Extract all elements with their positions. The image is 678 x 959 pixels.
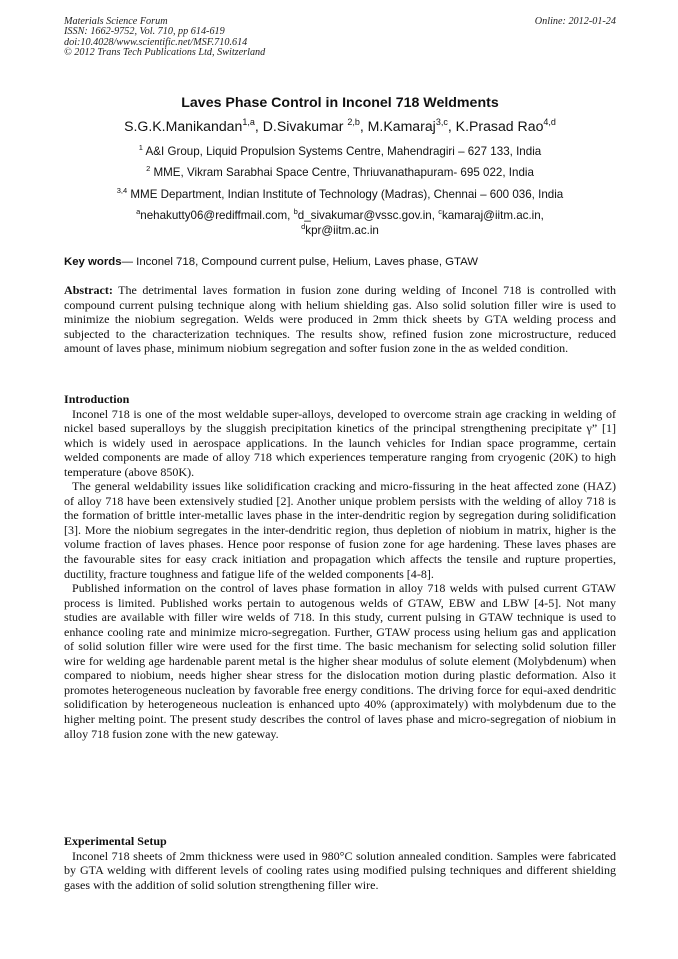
email-superscript: b	[293, 207, 298, 216]
paragraph: Published information on the control of laves phase formation in alloy 718 welds with pulsed current GTAW process is limited. Published works pertain to autogenous welds of GTAW, EBW and LBW [4-5]. Not many studies are available with filler wire welds of 718. In this study, current pulsing in GTAW technique is used to enhance cooling rate and minimize micro-segregation. Further, GTAW process using helium gas and application of solid solution filler wire were used for the first time. The basic mechanism for selecting solid solution filler wire for welding age hardenable parent metal is the higher shear modulus of solute element (Molybdenum) when compared to niobium, needs higher shear stress for the dislocation motion during plastic deformation. Also it promotes heterogeneous nucleation by favorable free energy conditions. The driving force for equi-axed dendritic solidification by heterogeneous nucleation is enhanced upto 40% (approximately) with molybdenum due to the higher melting point. The present study describes the control of laves phase and micro-segregation of niobium in alloy 718 fusion zone with the new gateway.	[64, 581, 616, 741]
author-superscript: 2,b	[347, 117, 360, 127]
paragraph: Inconel 718 is one of the most weldable super-alloys, developed to overcome strain age cracking in welding of nickel based superalloys by the sluggish precipitation kinetics of the principal strengthening precipitate γ” [1] which is widely used in aerospace applications. In the launch vehicles for Indian space programme, certain welded components are made of alloy 718 which experiences temperature ranging from cryogenic (20K) to high temperature (above 850K).	[64, 406, 616, 479]
affiliation-text: MME, Vikram Sarabhai Space Centre, Thriuvanathapuram- 695 022, India	[153, 166, 534, 179]
affiliation-superscript: 2	[146, 164, 151, 173]
email-address: nehakutty06@rediffmail.com,	[140, 209, 294, 222]
copyright-line: © 2012 Trans Tech Publications Ltd, Switzerland	[64, 47, 266, 59]
abstract-text: The detrimental laves formation in fusion zone during welding of Inconel 718 is controlled with compound current pulsing technique along with helium shielding gas. Also solid solution filler wire is used to minimize the niobium segregation. Welds were produced in 2mm thick sheets by GTA welding process and subjected to the characterization techniques. The results show, refined fusion zone microstructure, reduced amount of laves phase, minimum niobium segregation and softer fusion zone in the as welded condition.	[64, 283, 617, 356]
author-superscript: 3,c	[435, 117, 448, 127]
author-name: D.Sivakumar	[262, 118, 344, 134]
affiliation-text: A&I Group, Liquid Propulsion Systems Centre, Mahendragiri – 627 133, India	[145, 145, 542, 158]
introduction-section	[64, 392, 616, 741]
online-date: Online: 2012-01-24	[534, 16, 616, 27]
abstract-label: Abstract:	[64, 283, 113, 297]
experimental-section	[64, 834, 616, 892]
email-superscript: c	[438, 207, 442, 216]
email-superscript: d	[301, 222, 306, 231]
email-address: kpr@iitm.ac.in	[305, 224, 379, 237]
affiliation-line	[64, 166, 616, 179]
affiliation-line	[64, 188, 616, 201]
author-name: M.Kamaraj	[367, 118, 436, 134]
email-address: kamaraj@iitm.ac.in,	[441, 209, 544, 222]
email-line	[64, 209, 616, 222]
journal-header	[64, 17, 616, 59]
affiliation-superscript: 1	[138, 143, 143, 152]
author-superscript: 4,d	[543, 117, 556, 127]
section-heading: Experimental Setup	[64, 834, 167, 848]
keywords-text: — Inconel 718, Compound current pulse, Helium, Laves phase, GTAW	[121, 256, 479, 268]
email-line	[64, 224, 616, 237]
email-superscript: a	[136, 207, 141, 216]
issn-line: ISSN: 1662-9752, Vol. 710, pp 614-619	[64, 26, 225, 38]
doi-line: doi:10.4028/www.scientific.net/MSF.710.614	[64, 36, 248, 48]
author-name: K.Prasad Rao	[455, 118, 544, 134]
section-heading: Introduction	[64, 392, 130, 406]
journal-name: Materials Science Forum	[64, 16, 168, 27]
paragraph: The general weldability issues like solidification cracking and micro-fissuring in the heat affected zone (HAZ) of alloy 718 have been extensively studied [2]. Another unique problem persists with the welding of alloy 718 is the formation of brittle inter-metallic laves phase in the inter-dendritic region by segregation during solidification [3]. More the niobium segregates in the inter-dendritic region, thus depletion of niobium in matrix, higher is the volume fraction of laves phases. Hence poor response of fusion zone for age hardening. These laves phases are the favourable sites for easy crack initiation and propagation which affects the tensile and rupture properties, ductility, fracture toughness and fatigue life of the welded components [4-8].	[64, 479, 616, 581]
affiliation-line	[64, 145, 616, 158]
paper-title: Laves Phase Control in Inconel 718 Weldments	[181, 95, 499, 111]
email-address: d_sivakumar@vssc.gov.in,	[297, 209, 439, 222]
abstract	[64, 283, 616, 356]
author-name: S.G.K.Manikandan	[124, 118, 243, 134]
author-list: S.G.K.Manikandan$^{1,a}$, D.Sivakumar $^{2,b}$, M.Kamaraj$^{3,c}$, K.Prasad Rao$^{4,d}$	[124, 117, 556, 134]
affiliation-text: MME Department, Indian Institute of Technology (Madras), Chennai – 600 036, India	[130, 188, 564, 201]
author-superscript: 1,a	[242, 117, 255, 127]
keywords	[64, 256, 616, 268]
affiliation-superscript: 3,4	[116, 186, 128, 195]
keywords-label: Key words	[64, 256, 122, 268]
paragraph: Inconel 718 sheets of 2mm thickness were used in 980°C solution annealed condition. Samples were fabricated by GTA welding with different levels of cooling rates using modified pulsing techniques and different shielding gases with the addition of solid solution strengthening filler wire.	[64, 848, 616, 892]
